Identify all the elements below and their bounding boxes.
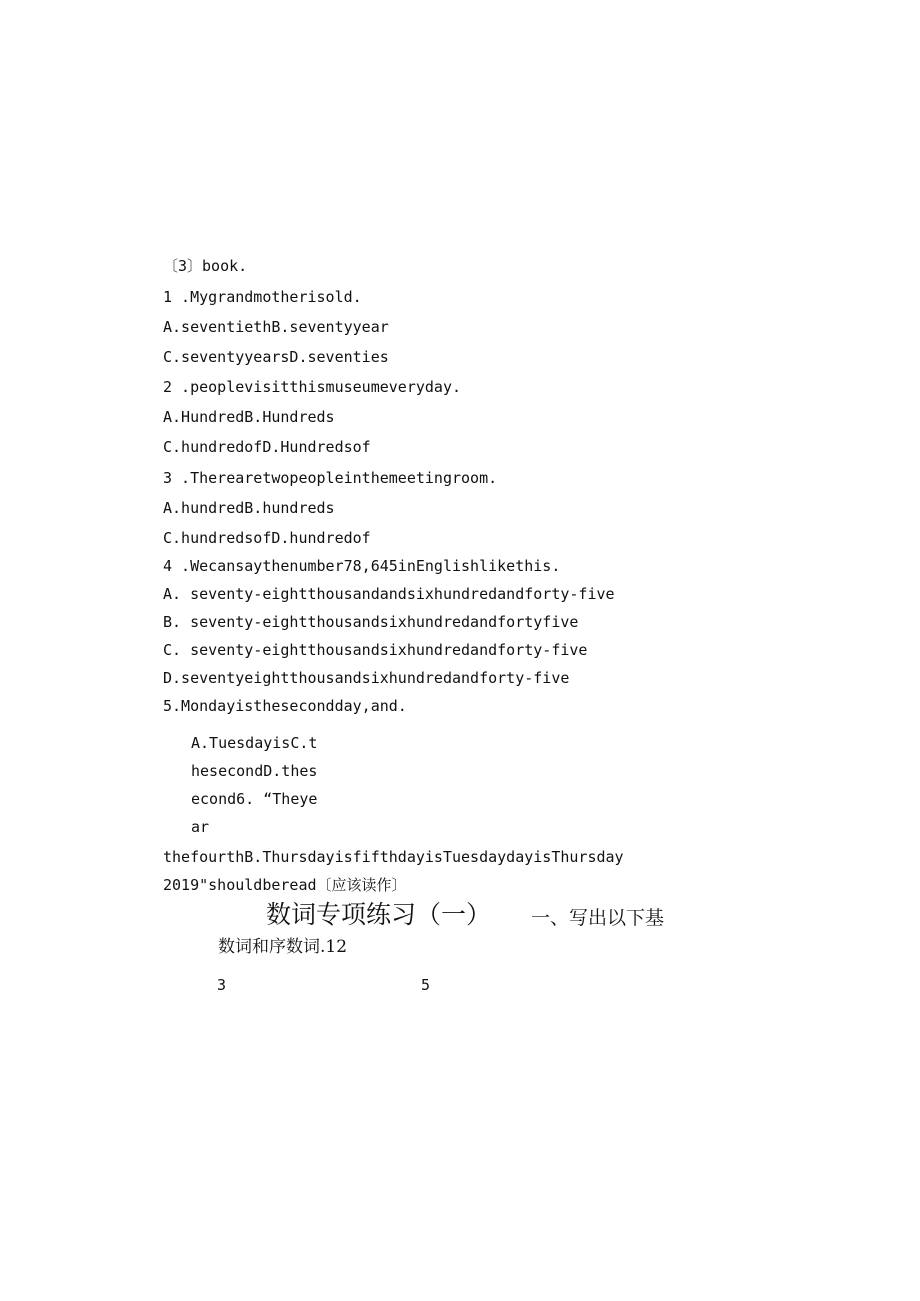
options-2-ab: A.HundredB.Hundreds	[163, 408, 335, 426]
options-1-ab: A.seventiethB.seventyyear	[163, 318, 389, 336]
section-heading-continued: 数词和序数词.12	[218, 937, 348, 957]
options-1-cd: C.seventyyearsD.seventies	[163, 348, 389, 366]
question-3: 3 .Therearetwopeopleinthemeetingroom.	[163, 469, 498, 487]
question-6-fragment: ar	[191, 818, 210, 836]
option-4d: D.seventyeightthousandsixhundredandforty-five	[163, 669, 570, 687]
question-5: 5.Mondayisthesecondday,and.	[163, 697, 407, 715]
blank-number: 3	[217, 976, 227, 994]
options-3-cd: C.hundredsofD.hundredof	[163, 529, 371, 547]
option-4a: A. seventy-eightthousandandsixhundredandforty-five	[163, 585, 615, 603]
section-heading: 一、写出以下基	[531, 907, 665, 929]
option-4b: B. seventy-eightthousandsixhundredandfortyfive	[163, 613, 579, 631]
options-5-continued: thefourthB.ThursdayisfifthdayisTuesdaydayisThursday	[163, 848, 624, 866]
question-2: 2 .peoplevisitthismuseumeveryday.	[163, 378, 462, 396]
text-line: 〔3〕book.	[163, 257, 248, 275]
question-6-continued: 2019"shouldberead〔应该读作〕	[163, 876, 407, 894]
options-5-fragment: A.TuesdayisC.t	[191, 734, 318, 752]
question-6-fragment: econd6. “Theye	[191, 790, 318, 808]
option-4c: C. seventy-eightthousandsixhundredandforty-five	[163, 641, 588, 659]
question-4: 4 .Wecansaythenumber78,645inEnglishlikethis.	[163, 557, 561, 575]
options-3-ab: A.hundredB.hundreds	[163, 499, 335, 517]
question-1: 1 .Mygrandmotherisold.	[163, 288, 362, 306]
page-title: 数词专项练习（一）	[266, 900, 492, 929]
options-5-fragment: hesecondD.thes	[191, 762, 318, 780]
options-2-cd: C.hundredofD.Hundredsof	[163, 438, 371, 456]
blank-number: 5	[421, 976, 431, 994]
